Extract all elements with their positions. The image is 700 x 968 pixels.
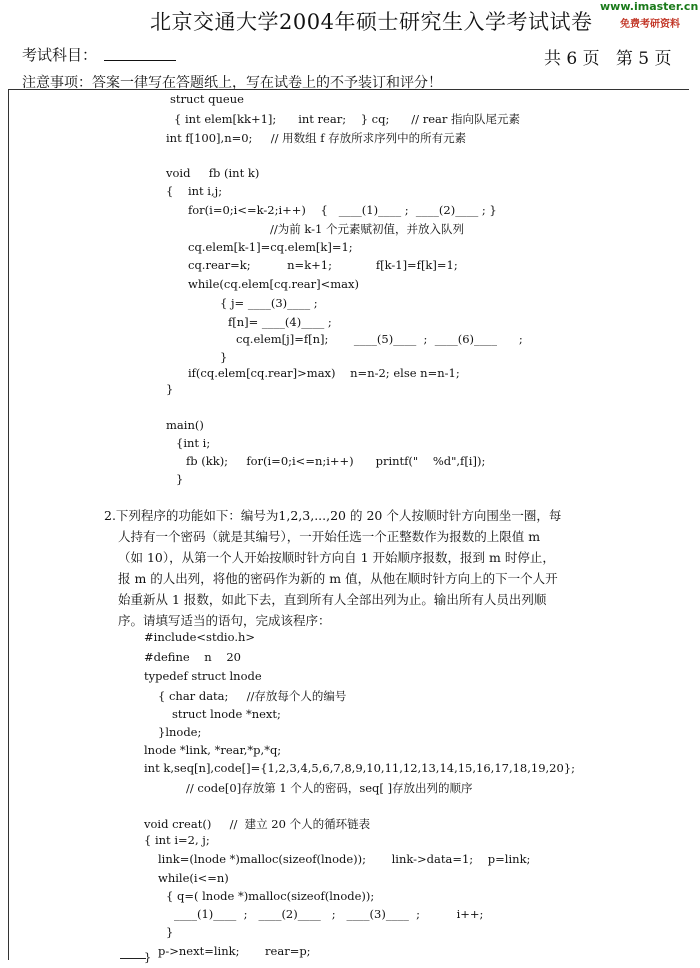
code-line: }: [220, 350, 228, 364]
code-line: { int i=2, j;: [144, 833, 210, 847]
code-line: }: [166, 382, 174, 396]
code-line: #include<stdio.h>: [144, 630, 256, 644]
question-text-line: 2.下列程序的功能如下：编号为1,2,3,...,20 的 20 个人按顺时针方向围坐一圈，每: [104, 508, 562, 523]
code-line: while(cq.elem[cq.rear]<max): [188, 277, 360, 291]
code-line: int k,seq[n],code[]={1,2,3,4,5,6,7,8,9,10,11,12,13,14,15,16,17,18,19,20};: [144, 761, 576, 775]
code-line: }: [166, 925, 174, 939]
code-line: #define n 20: [144, 650, 241, 664]
question-text-line: 始重新从 1 报数，如此下去，直到所有人全部出列为止。输出所有人员出列顺: [118, 592, 547, 607]
code-line: cq.elem[k-1]=cq.elem[k]=1;: [188, 240, 353, 254]
exam-title: 北京交通大学2004年硕士研究生入学考试试卷: [150, 10, 593, 34]
code-line: void fb (int k): [166, 166, 260, 180]
question-text-line: 序。请填写适当的语句，完成该程序：: [118, 613, 331, 628]
code-line: { q=( lnode *)malloc(sizeof(lnode));: [166, 889, 375, 903]
watermark-slogan: 免费考研资料: [620, 19, 680, 30]
code-line: ____(1)____ ; ____(2)____ ; ____(3)____ ; i++;: [174, 907, 484, 921]
code-line: p->next=link; rear=p;: [158, 944, 311, 958]
code-line: while(i<=n): [158, 871, 229, 885]
code-line: {int i;: [176, 436, 211, 450]
code-line: }: [176, 472, 184, 486]
notice-text: 注意事项：答案一律写在答题纸上，写在试卷上的不予装订和评分！: [22, 75, 442, 91]
code-line: //为前 k-1 个元素赋初值，并放入队列: [270, 222, 465, 236]
code-line: for(i=0;i<=k-2;i++) { ____(1)____ ; ____(2)____ ; }: [188, 203, 497, 217]
code-line: { int i,j;: [166, 184, 223, 198]
code-line: fb (kk); for(i=0;i<=n;i++) printf(" %d",f[i]);: [186, 454, 486, 468]
code-line: link=(lnode *)malloc(sizeof(lnode)); link->data=1; p=link;: [158, 852, 531, 866]
code-line: cq.elem[j]=f[n]; ____(5)____ ; ____(6)____ ;: [236, 332, 523, 346]
subject-blank-line: [104, 60, 176, 61]
code-line: f[n]= ____(4)____ ;: [228, 315, 332, 329]
code-line: { int elem[kk+1]; int rear; } cq; // rear 指向队尾元素: [174, 112, 521, 126]
question-text-line: 人持有一个密码（就是其编号），一开始任选一个正整数作为报数的上限值 m: [118, 529, 541, 544]
code-line: struct lnode *next;: [172, 707, 281, 721]
code-line: typedef struct lnode: [144, 669, 262, 683]
code-line: main(): [166, 418, 204, 432]
subject-label: 考试科目：: [22, 46, 98, 64]
question-text-line: 报 m 的人出列，将他的密码作为新的 m 值，从他在顺时针方向上的下一个人开: [118, 571, 558, 586]
bottom-rule: [120, 958, 146, 959]
code-line: { char data; //存放每个人的编号: [158, 689, 347, 703]
code-line: cq.rear=k; n=k+1; f[k-1]=f[k]=1;: [188, 258, 458, 272]
code-line: struct queue: [170, 92, 244, 106]
code-line: }lnode;: [158, 725, 202, 739]
page-count: 共 6 页 第 5 页: [544, 49, 672, 69]
code-line: { j= ____(3)____ ;: [220, 296, 318, 310]
question-text-line: （如 10），从第一个人开始按顺时针方向自 1 开始顺序报数，报到 m 时停止，: [118, 550, 555, 565]
code-line: void creat() // 建立 20 个人的循环链表: [144, 817, 371, 831]
code-line: }: [144, 950, 152, 964]
code-line: if(cq.elem[cq.rear]>max) n=n-2; else n=n-1;: [188, 366, 460, 380]
code-line: // code[0]存放第 1 个人的密码，seq[ ]存放出列的顺序: [186, 781, 473, 795]
watermark-site: www.imaster.cn: [600, 0, 699, 13]
code-line: int f[100],n=0; // 用数组 f 存放所求序列中的所有元素: [166, 131, 467, 145]
code-line: lnode *link, *rear,*p,*q;: [144, 743, 282, 757]
